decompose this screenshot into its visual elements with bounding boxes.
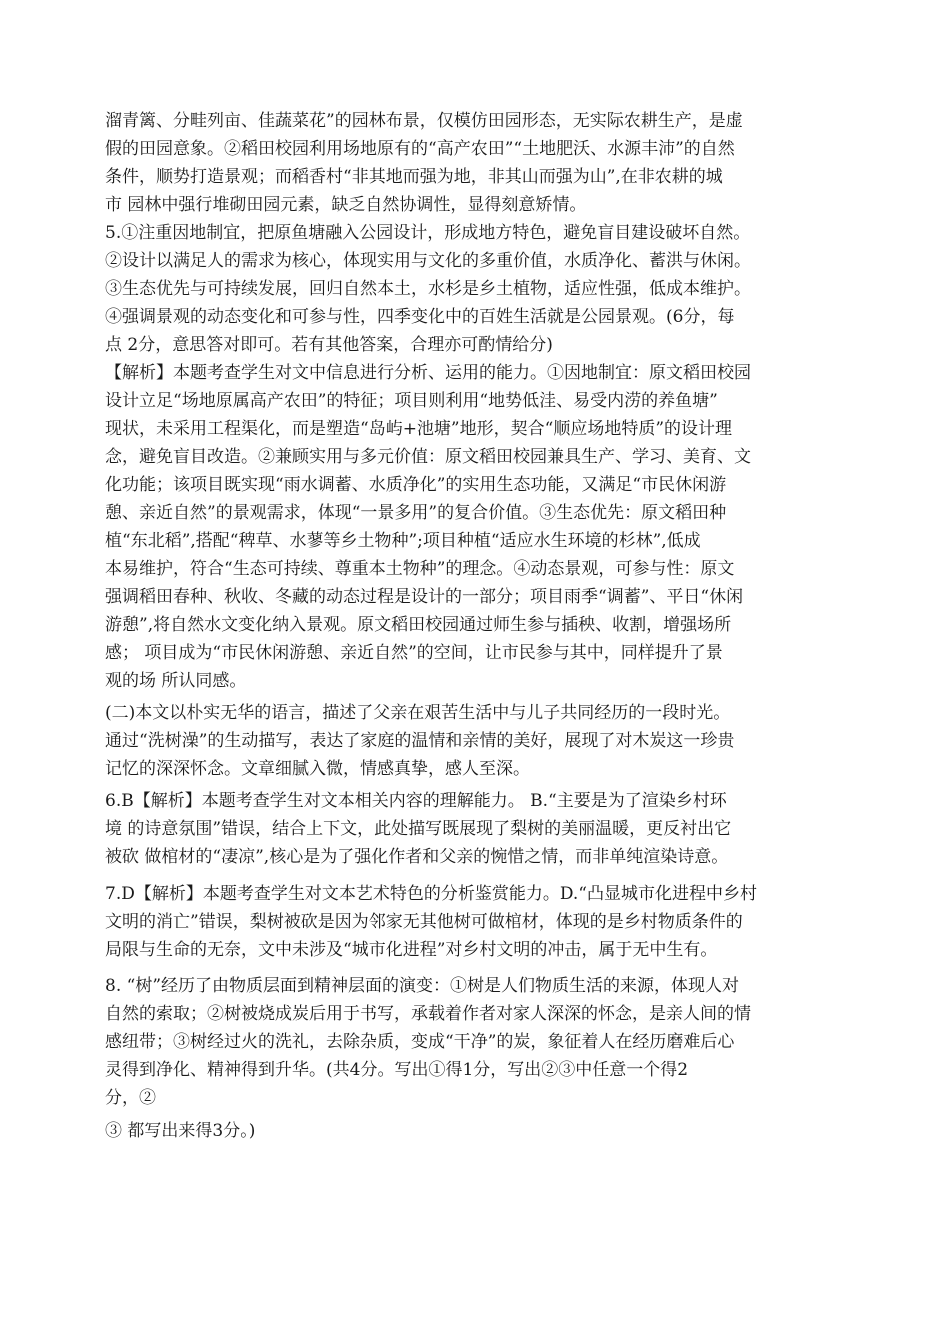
text-line: 溜青篱、分畦列亩、佳蔬菜花”的园林布景，仅模仿田园形态，无实际农耕生产，是虚: [105, 111, 743, 131]
text-line: 境 的诗意氛围”错误，结合上下文，此处描写既展现了梨树的美丽温暖，更反衬出它: [105, 819, 732, 839]
text-line: 假的田园意象。②稻田校园利用场地原有的“高产农田”“土地肥沃、水源丰沛”的自然: [105, 139, 735, 159]
text-line: ②设计以满足人的需求为核心，体现实用与文化的多重价值，水质净化、蓄洪与休闲。: [105, 251, 751, 271]
text-line: 文明的消亡”错误，梨树被砍是因为邻家无其他树可做棺材，体现的是乡村物质条件的: [105, 912, 743, 932]
text-line: 化功能；该项目既实现“雨水调蓄、水质净化”的实用生态功能，又满足“市民休闲游: [105, 475, 727, 495]
text-line: 观的场 所认同感。: [105, 671, 247, 691]
text-line: 感； 项目成为“市民休闲游憩、亲近自然”的空间，让市民参与其中，同样提升了景: [105, 643, 723, 663]
text-line: ④强调景观的动态变化和可参与性，四季变化中的百姓生活就是公园景观。(6分，每: [105, 307, 735, 327]
text-line: 植“东北稻”,搭配“稗草、水蓼等乡土物种”;项目种植“适应水生环境的杉林”,低成: [105, 531, 701, 551]
text-line: 点 2分，意思答对即可。若有其他答案，合理亦可酌情给分): [105, 335, 553, 355]
text-line: 【解析】本题考查学生对文中信息进行分析、运用的能力。①因地制宜：原文稻田校园: [105, 363, 751, 383]
text-line: ③ 都写出来得3分。): [105, 1121, 256, 1141]
text-line: 6.B【解析】本题考查学生对文本相关内容的理解能力。 B.“主要是为了渲染乡村环: [105, 791, 727, 811]
text-line: 本易维护，符合“生态可持续、尊重本土物种”的理念。④动态景观，可参与性：原文: [105, 559, 735, 579]
text-line: 分，②: [105, 1088, 156, 1108]
text-line: 自然的索取；②树被烧成炭后用于书写，承载着作者对家人深深的怀念，是亲人间的情: [105, 1004, 751, 1024]
text-line: 7.D【解析】本题考查学生对文本艺术特色的分析鉴赏能力。D.“凸显城市化进程中乡村: [105, 884, 757, 904]
text-line: 设计立足“场地原属高产农田”的特征；项目则利用“地势低洼、易受内涝的养鱼塘”: [105, 391, 718, 411]
text-line: 通过“洗树澡”的生动描写，表达了家庭的温情和亲情的美好，展现了对木炭这一珍贵: [105, 731, 735, 751]
text-line: 念，避免盲目改造。②兼顾实用与多元价值：原文稻田校园兼具生产、学习、美育、文: [105, 447, 751, 467]
text-line: 市 园林中强行堆砌田园元素，缺乏自然协调性，显得刻意矫情。: [105, 195, 587, 215]
text-line: 灵得到净化、精神得到升华。(共4分。写出①得1分，写出②③中任意一个得2: [105, 1060, 689, 1080]
text-line: ③生态优先与可持续发展，回归自然本土，水杉是乡土植物，适应性强，低成本维护。: [105, 279, 751, 299]
text-line: 8. “树”经历了由物质层面到精神层面的演变：①树是人们物质生活的来源，体现人对: [105, 976, 740, 996]
text-line: 感纽带；③树经过火的洗礼，去除杂质，变成“干净”的炭，象征着人在经历磨难后心: [105, 1032, 735, 1052]
text-line: 局限与生命的无奈，文中未涉及“城市化进程”对乡村文明的冲击，属于无中生有。: [105, 940, 718, 960]
text-line: 记忆的深深怀念。文章细腻入微，情感真挚，感人至深。: [105, 759, 530, 779]
text-line: (二)本文以朴实无华的语言，描述了父亲在艰苦生活中与儿子共同经历的一段时光。: [105, 703, 731, 723]
text-line: 条件，顺势打造景观；而稻香村“非其地而强为地，非其山而强为山”,在非农耕的城: [105, 167, 723, 187]
text-line: 5.①注重因地制宜，把原鱼塘融入公园设计，形成地方特色，避免盲目建设破坏自然。: [105, 223, 751, 243]
text-line: 游憩”,将自然水文变化纳入景观。原文稻田校园通过师生参与插秧、收割，增强场所: [105, 615, 732, 635]
text-line: 现状，未采用工程渠化，而是塑造“岛屿+池塘”地形，契合“顺应场地特质”的设计理: [105, 419, 733, 439]
text-line: 强调稻田春种、秋收、冬藏的动态过程是设计的一部分；项目雨季“调蓄”、平日“休闲: [105, 587, 744, 607]
text-line: 憩、亲近自然”的景观需求，体现“一景多用”的复合价值。③生态优先：原文稻田种: [105, 503, 727, 523]
text-line: 被砍 做棺材的“凄凉”,核心是为了强化作者和父亲的惋惜之情，而非单纯渲染诗意。: [105, 847, 729, 867]
